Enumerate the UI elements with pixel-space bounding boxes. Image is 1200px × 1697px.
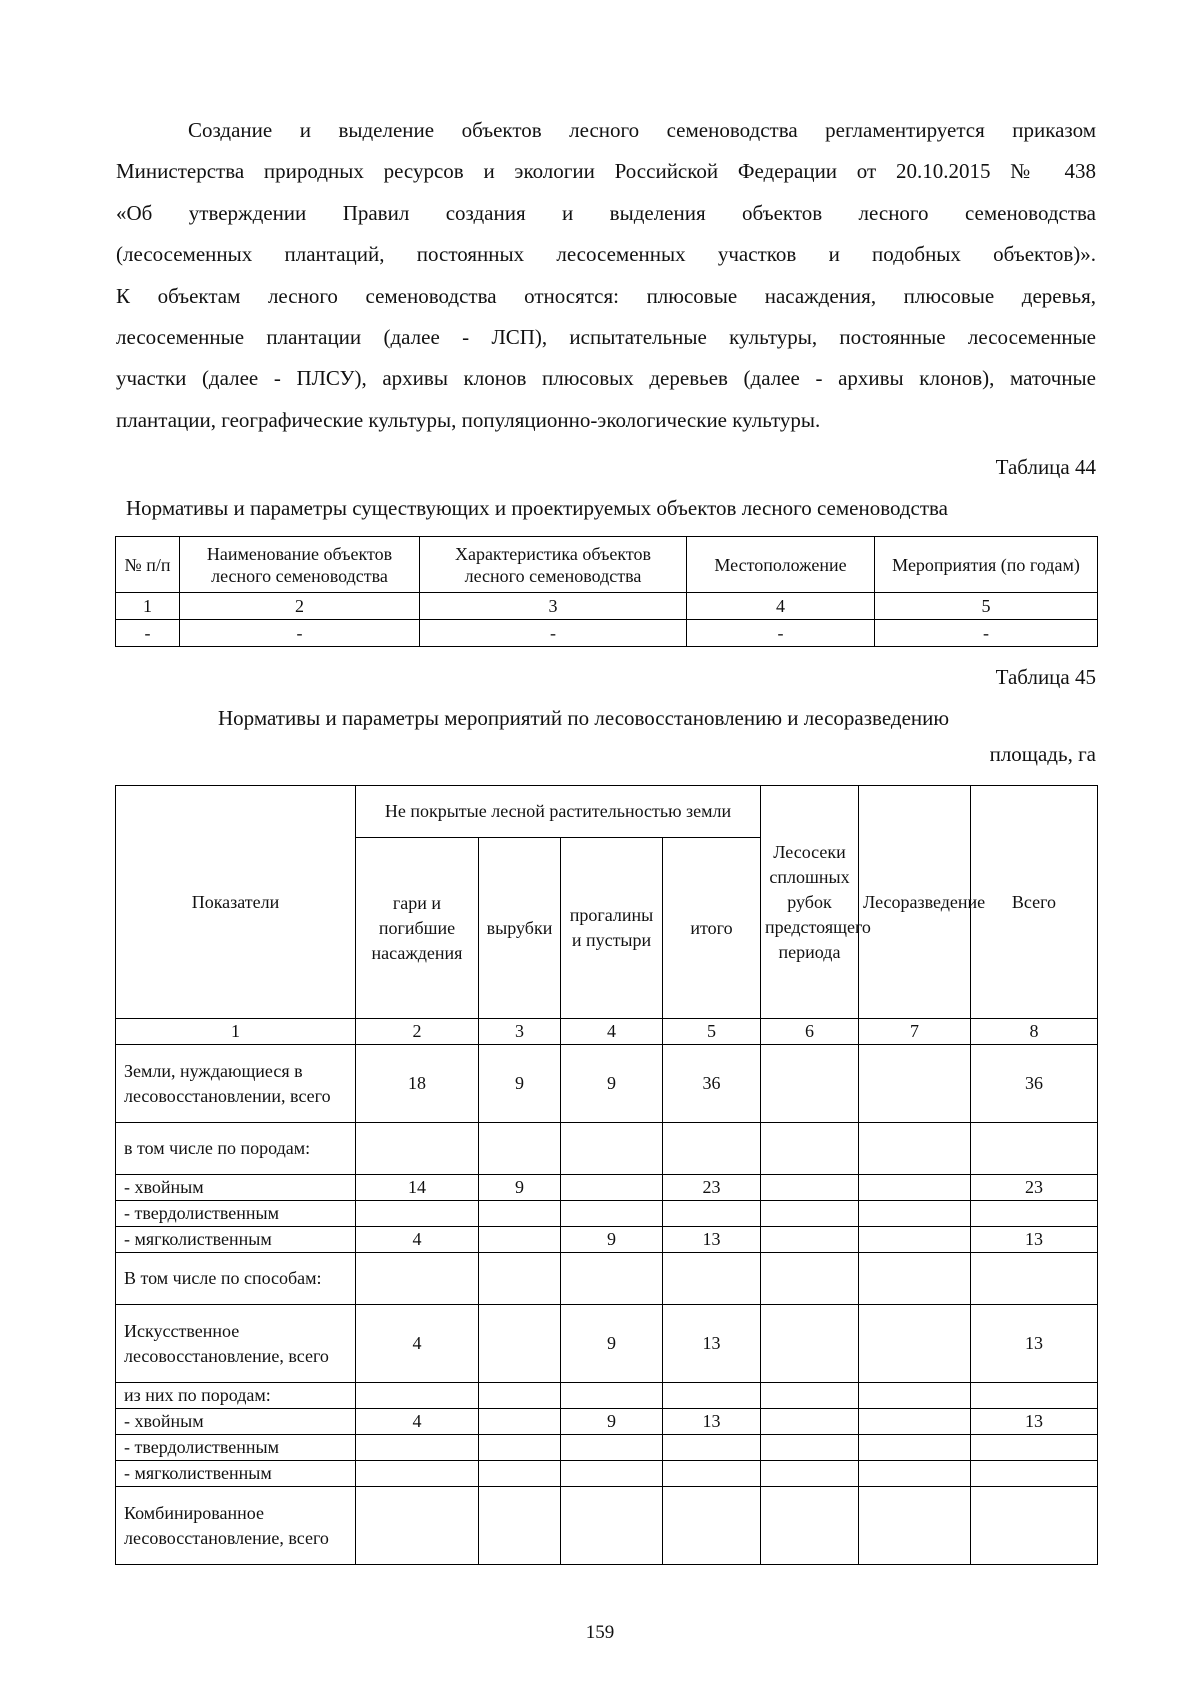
table44-header: Наименование объектов лесного семеноводства	[180, 537, 420, 593]
table45-cell: 9	[561, 1305, 663, 1383]
table45-cell	[479, 1253, 561, 1305]
table45-cell: 23	[971, 1175, 1098, 1201]
row-label: - мягколиственным	[116, 1461, 356, 1487]
table45-cell	[479, 1435, 561, 1461]
row-label: Искусственное лесовосстановление, всего	[116, 1305, 356, 1383]
table45-cell	[663, 1123, 761, 1175]
row-label: - мягколиственным	[116, 1227, 356, 1253]
table45-cell: 13	[971, 1227, 1098, 1253]
table-row	[116, 1305, 1098, 1383]
table45-cell	[859, 1435, 971, 1461]
table45-cell: 2	[356, 1019, 479, 1045]
table45-cell	[859, 1461, 971, 1487]
table45-cell	[971, 1383, 1098, 1409]
table45-cell	[971, 1435, 1098, 1461]
table45-cell	[761, 1227, 859, 1253]
table45-cell	[561, 1175, 663, 1201]
intro-line: (лесосеменных плантаций, постоянных лесосеменных участков и подобных объектов)».	[116, 242, 1096, 267]
table45-header: прогалины и пустыри	[561, 838, 663, 1019]
table44-cell: 1	[116, 593, 180, 620]
intro-line: лесосеменные плантации (далее - ЛСП), испытательные культуры, постоянные лесосеменные	[116, 325, 1096, 350]
table45-cell: 4	[356, 1409, 479, 1435]
table45-cell	[761, 1409, 859, 1435]
table45-cell	[971, 1201, 1098, 1227]
table45-cell	[859, 1175, 971, 1201]
table44-header: Мероприятия (по годам)	[875, 537, 1098, 593]
table45-cell	[561, 1487, 663, 1565]
table45-cell	[761, 1175, 859, 1201]
table45-header: Лесосеки сплошных рубок предстоящего периода	[761, 786, 859, 1019]
table45-cell	[859, 1123, 971, 1175]
table45-cell	[561, 1201, 663, 1227]
table45-cell	[479, 1305, 561, 1383]
table45-cell	[663, 1383, 761, 1409]
table45-cell: 36	[663, 1045, 761, 1123]
page-number: 159	[585, 1622, 615, 1643]
table44-header: Местоположение	[687, 537, 875, 593]
table45-cell	[356, 1461, 479, 1487]
table44-cell: -	[875, 620, 1098, 647]
table45-cell	[761, 1305, 859, 1383]
table-row	[116, 1461, 1098, 1487]
table45-cell	[859, 1045, 971, 1123]
table45-cell	[761, 1435, 859, 1461]
intro-paragraph	[116, 110, 1096, 441]
table45-cell	[761, 1383, 859, 1409]
row-label: Комбинированное лесовосстановление, всего	[116, 1487, 356, 1565]
table45-cell	[561, 1461, 663, 1487]
table45-cell	[479, 1487, 561, 1565]
table45-cell	[479, 1461, 561, 1487]
table45-cell	[859, 1487, 971, 1565]
table45-header: гари и погибшие насаждения	[356, 838, 479, 1019]
table-row	[116, 1409, 1098, 1435]
table45-cell	[663, 1461, 761, 1487]
table-row	[116, 1045, 1098, 1123]
table45-cell	[479, 1201, 561, 1227]
table45-cell	[859, 1409, 971, 1435]
table45-cell: 6	[761, 1019, 859, 1045]
table45-cell	[761, 1201, 859, 1227]
table45-cell	[761, 1461, 859, 1487]
table45-cell: 9	[561, 1409, 663, 1435]
table44-cell: -	[687, 620, 875, 647]
table45-cell: 36	[971, 1045, 1098, 1123]
table45-cell	[663, 1487, 761, 1565]
table45-header: Не покрытые лесной растительностью земли	[356, 786, 761, 838]
row-label: из них по породам:	[116, 1383, 356, 1409]
table45-cell	[356, 1383, 479, 1409]
intro-line: «Об утверждении Правил создания и выделения объектов лесного семеноводства	[116, 200, 1096, 225]
intro-line: Создание и выделение объектов лесного семеноводства регламентируется приказом	[188, 118, 1096, 142]
table44-title: Нормативы и параметры существующих и проектируемых объектов лесного семеноводства	[126, 496, 949, 520]
table45-cell	[356, 1201, 479, 1227]
table45-cell	[561, 1123, 663, 1175]
table-row	[116, 1435, 1098, 1461]
table45-cell	[859, 1201, 971, 1227]
table45	[115, 785, 1098, 1565]
table44-cell: 2	[180, 593, 420, 620]
table45-cell	[663, 1201, 761, 1227]
table45-cell	[859, 1253, 971, 1305]
table-row	[116, 1383, 1098, 1409]
table45-cell	[479, 1123, 561, 1175]
table45-header: Всего	[971, 786, 1098, 1019]
table45-cell: 13	[971, 1409, 1098, 1435]
table45-unit: площадь, га	[989, 742, 1096, 766]
table45-cell	[479, 1409, 561, 1435]
table-row	[116, 1201, 1098, 1227]
table45-cell	[356, 1487, 479, 1565]
row-label: В том числе по способам:	[116, 1253, 356, 1305]
table45-cell: 9	[479, 1045, 561, 1123]
table44-number-row	[116, 593, 1098, 620]
table45-header: вырубки	[479, 838, 561, 1019]
table45-cell	[761, 1123, 859, 1175]
table45-cell	[356, 1253, 479, 1305]
table44-row	[116, 620, 1098, 647]
table44	[115, 536, 1098, 647]
table44-caption: Таблица 44	[995, 455, 1096, 479]
table45-cell: 7	[859, 1019, 971, 1045]
row-label: - хвойным	[116, 1409, 356, 1435]
row-label: в том числе по породам:	[116, 1123, 356, 1175]
table44-cell: -	[420, 620, 687, 647]
table-row	[116, 1123, 1098, 1175]
table45-cell	[859, 1227, 971, 1253]
table45-cell	[859, 1383, 971, 1409]
table44-cell: 4	[687, 593, 875, 620]
table44-cell: 5	[875, 593, 1098, 620]
intro-line: К объектам лесного семеноводства относятся: плюсовые насаждения, плюсовые деревья,	[116, 283, 1096, 308]
table45-cell: 8	[971, 1019, 1098, 1045]
table45-header: итого	[663, 838, 761, 1019]
table44-header: Характеристика объектов лесного семеноводства	[420, 537, 687, 593]
row-label: - твердолиственным	[116, 1201, 356, 1227]
table44-cell: -	[180, 620, 420, 647]
table45-cell: 3	[479, 1019, 561, 1045]
table45-cell	[561, 1253, 663, 1305]
table45-header: Показатели	[116, 786, 356, 1019]
table45-cell	[971, 1123, 1098, 1175]
table45-cell: 1	[116, 1019, 356, 1045]
table45-cell	[663, 1435, 761, 1461]
table45-body	[116, 1045, 1098, 1565]
row-label: - хвойным	[116, 1175, 356, 1201]
table45-cell: 4	[356, 1305, 479, 1383]
intro-line: участки (далее - ПЛСУ), архивы клонов плюсовых деревьев (далее - архивы клонов), маточные	[116, 366, 1096, 391]
row-label: - твердолиственным	[116, 1435, 356, 1461]
table45-title: Нормативы и параметры мероприятий по лесовосстановлению и лесоразведению	[218, 706, 950, 730]
table45-cell	[561, 1435, 663, 1461]
table-row	[116, 1253, 1098, 1305]
table45-cell	[971, 1253, 1098, 1305]
table45-cell: 23	[663, 1175, 761, 1201]
table44-cell: 3	[420, 593, 687, 620]
table45-header-row	[116, 786, 1098, 838]
table45-cell: 9	[479, 1175, 561, 1201]
table45-cell: 13	[663, 1227, 761, 1253]
table45-cell	[761, 1045, 859, 1123]
row-label: Земли, нуждающиеся в лесовосстановлении, всего	[116, 1045, 356, 1123]
table45-cell	[663, 1253, 761, 1305]
table44-header-row	[116, 537, 1098, 593]
table45-cell: 18	[356, 1045, 479, 1123]
table45-cell: 5	[663, 1019, 761, 1045]
table45-cell	[479, 1383, 561, 1409]
intro-line: плантации, географические культуры, популяционно-экологические культуры.	[116, 407, 821, 432]
table-row	[116, 1175, 1098, 1201]
table45-cell: 13	[663, 1409, 761, 1435]
table44-cell: -	[116, 620, 180, 647]
table45-cell: 4	[356, 1227, 479, 1253]
table45-cell: 13	[971, 1305, 1098, 1383]
table45-cell	[761, 1487, 859, 1565]
table45-number-row	[116, 1019, 1098, 1045]
table45-cell	[356, 1123, 479, 1175]
table45-cell	[561, 1383, 663, 1409]
table45-cell	[356, 1435, 479, 1461]
table45-cell	[971, 1461, 1098, 1487]
table45-cell: 9	[561, 1045, 663, 1123]
table45-header: Лесоразведение	[859, 786, 971, 1019]
table45-cell: 9	[561, 1227, 663, 1253]
table-row	[116, 1227, 1098, 1253]
table45-cell	[971, 1487, 1098, 1565]
table-row	[116, 1487, 1098, 1565]
table45-cell	[479, 1227, 561, 1253]
table45-caption: Таблица 45	[995, 665, 1096, 689]
table45-cell	[761, 1253, 859, 1305]
table44-header: № п/п	[116, 537, 180, 593]
table45-cell: 4	[561, 1019, 663, 1045]
table45-cell: 14	[356, 1175, 479, 1201]
intro-line: Министерства природных ресурсов и экологии Российской Федерации от 20.10.2015 № 438	[116, 159, 1096, 184]
table45-cell	[859, 1305, 971, 1383]
table45-cell: 13	[663, 1305, 761, 1383]
